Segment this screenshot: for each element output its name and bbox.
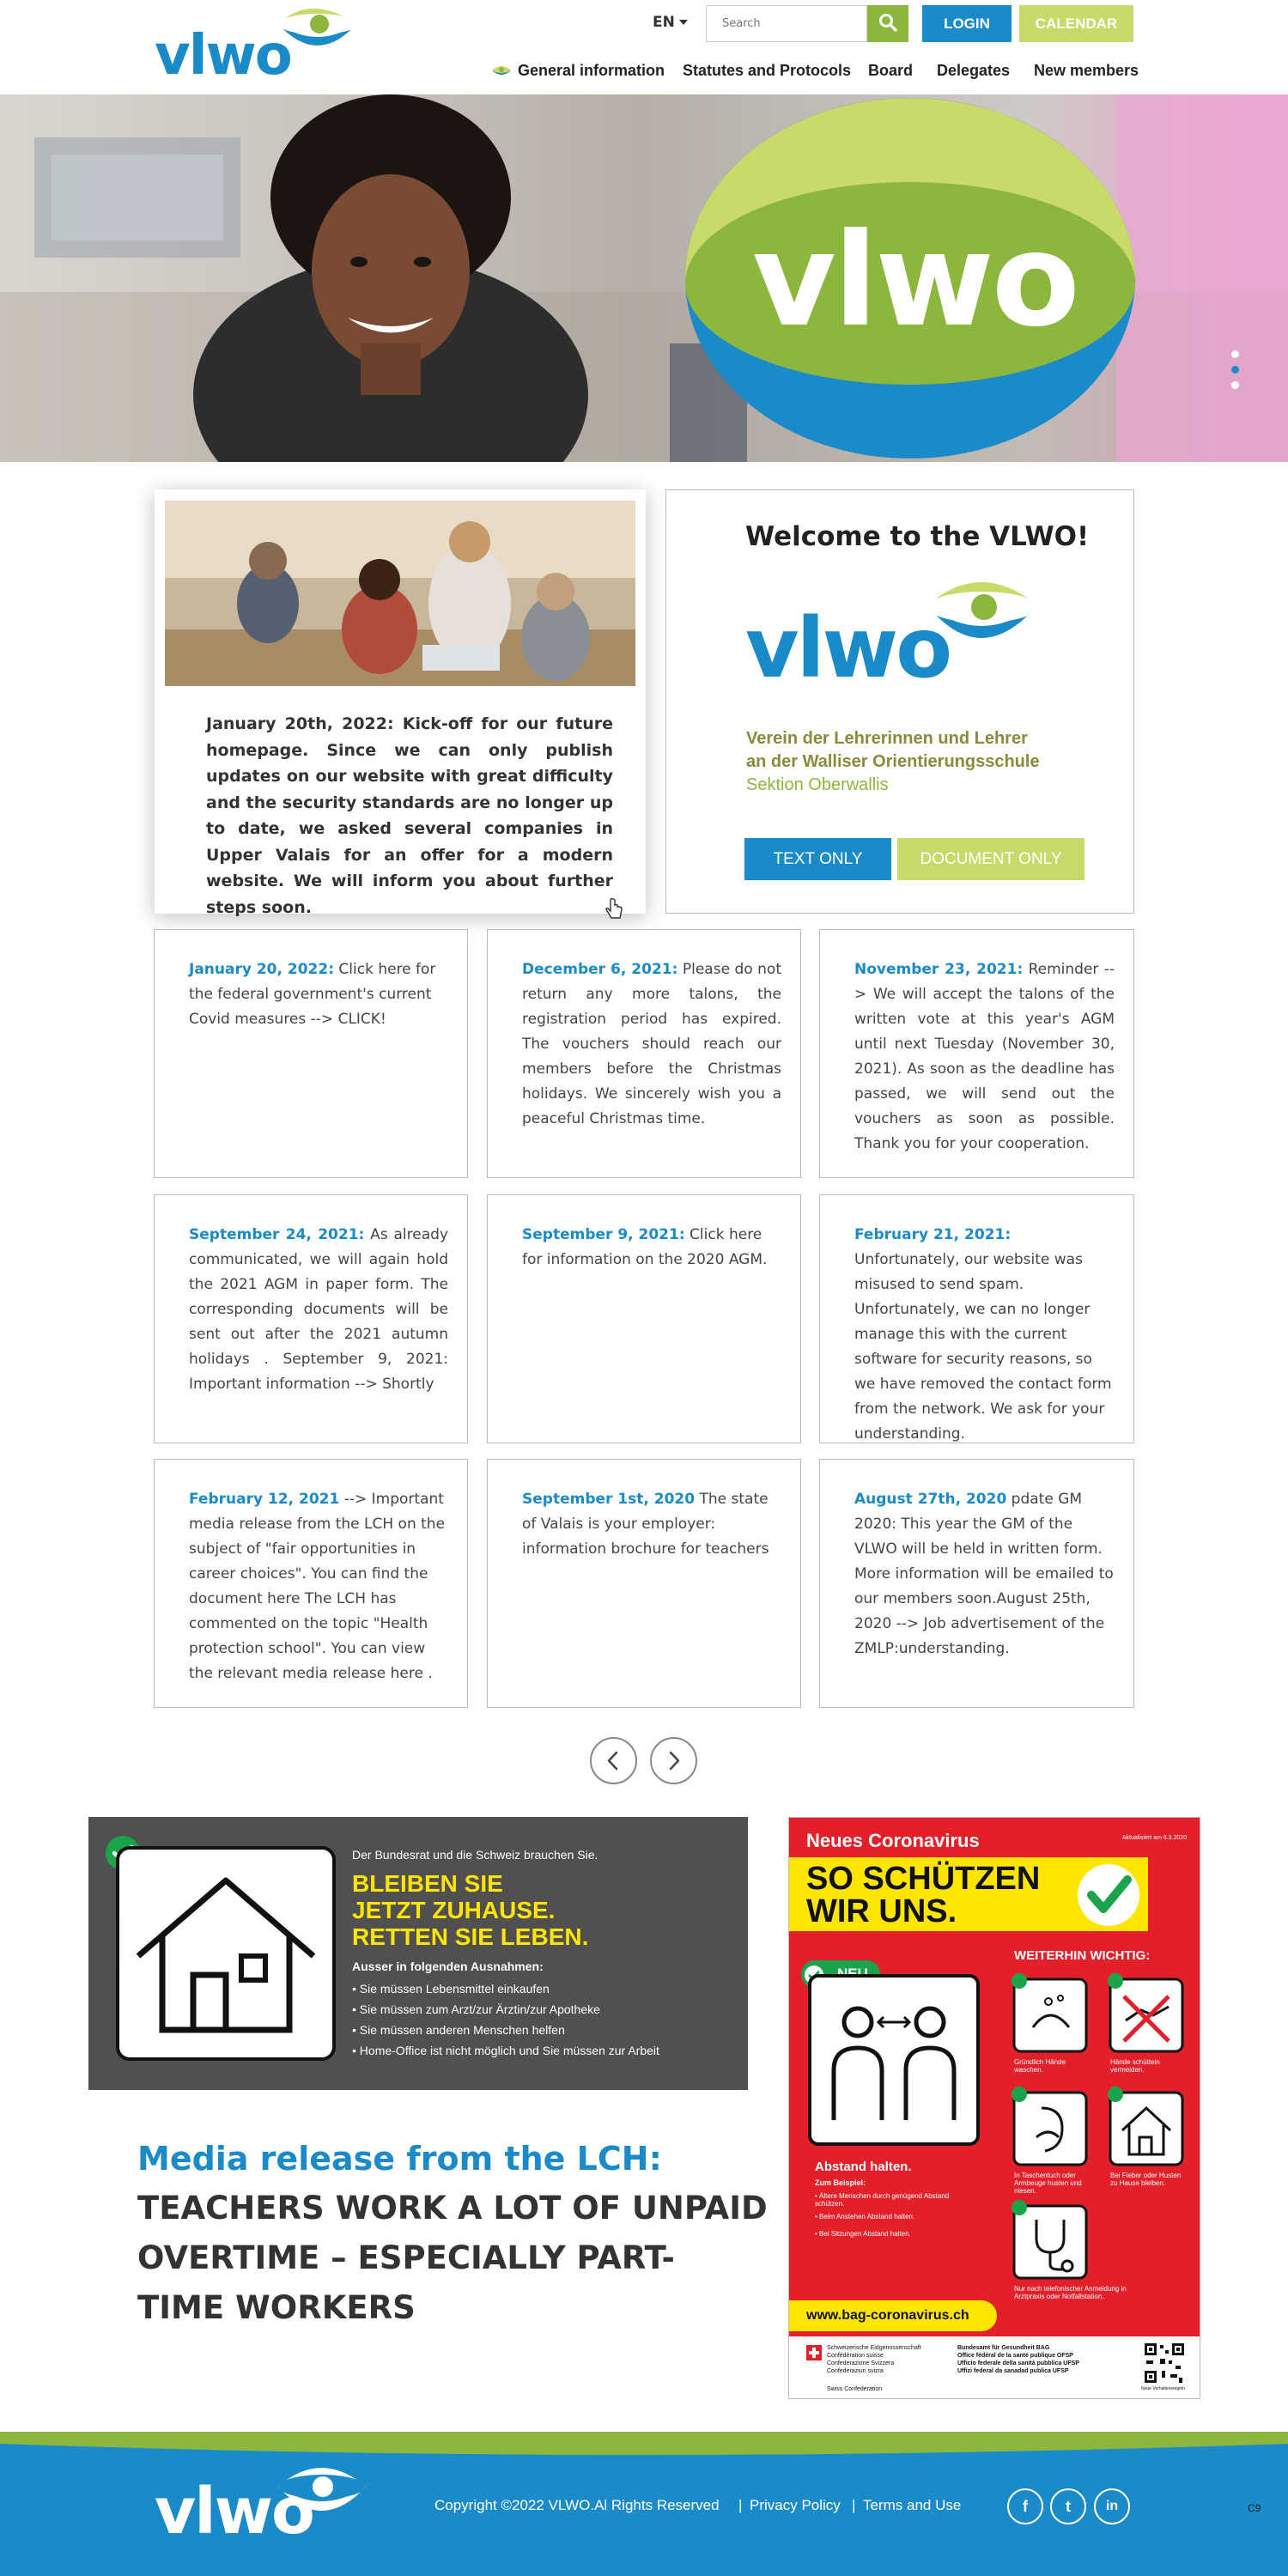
chevron-right-icon [652,1739,696,1783]
footer-wave [0,2432,1288,2466]
stethoscope-icon [1011,2199,1091,2280]
wash-hands-icon [1011,1972,1091,2053]
banner-top: Der Bundesrat und die Schweiz brauchen Sie. [352,1848,598,1862]
footer-separator: | [852,2497,856,2513]
distance-illustration [808,1974,980,2146]
welcome-line-3: Sektion Oberwallis [746,775,889,794]
poster-bullet: • Ältere Menschen durch genügend Abstand schützen. [815,2192,950,2208]
poster-bullet: • Bei Sitzungen Abstand halten. [815,2230,911,2238]
footer-copyright: Copyright ©2022 VLWO.Al Rights Reserved [434,2497,720,2513]
poster-bag-line: Ufficio federale della sanità pubblica UFSP [957,2360,1079,2366]
site-header [0,0,1288,94]
media-headline-1[interactable]: TEACHERS WORK A LOT OF UNPAID [137,2190,768,2227]
poster-conf-line: Confederazione Svizzera [827,2360,895,2366]
house-icon [116,1846,336,2061]
poster-zum-beispiel: Zum Beispiel: [815,2178,866,2187]
qr-code-icon [1143,2342,1186,2385]
slider-dots[interactable] [1231,350,1239,397]
poster-tip: Gründlich Hände waschen. [1014,2058,1066,2074]
slider-dot-3[interactable] [1231,381,1239,389]
slider-dot-2[interactable] [1231,366,1239,374]
news-card[interactable] [819,1459,1134,1708]
news-card[interactable] [154,929,468,1178]
footer-corner-text: C9 [1248,2502,1261,2514]
nav-general-information[interactable]: General information [518,62,665,79]
poster-conf-line: Confédération suisse [827,2353,884,2359]
prev-button[interactable] [590,1737,637,1784]
news-text: Click here for the federal government's current Covid measures --> CLICK! [189,961,436,1028]
poster-url-band [789,2300,997,2331]
news-date: January 20, 2022: [189,961,335,978]
footer-separator: | [738,2497,743,2513]
media-headline-2[interactable]: OVERTIME – ESPECIALLY PART- [137,2239,675,2276]
poster-bullet-text: Ältere Menschen durch genügend Abstand schützen. [815,2192,950,2208]
hero-slider[interactable] [0,94,1288,462]
media-title[interactable]: Media release from the LCH: [137,2140,662,2178]
banner-headline-1: BLEIBEN SIE [352,1870,503,1897]
news-date: August 27th, 2020 [854,1491,1007,1508]
news-date: September 9, 2021: [522,1226,685,1243]
poster-headline-1: SO SCHÜTZEN [806,1861,1041,1897]
news-text: --> Important media release from the LCH on the subject of "fair opportunities in career choices". You can find the document here The LCH has commented on the topic "Health protection school". You can view the relevant media release here . [189,1491,446,1682]
hero-logo-text: vlwo [752,206,1078,355]
poster-updated: Aktualisiert am 6.3.2020 [1122,1835,1188,1841]
news-card[interactable] [487,929,801,1178]
news-text: Unfortunately, our website was misused to send spam. Unfortunately, we can no longer manage this with the current software for security reasons, so we have removed the contact form from the network. We ask for your understanding. [854,1251,1112,1443]
cough-icon [1011,2086,1091,2166]
news-card[interactable] [819,929,1134,1178]
nav-new-members[interactable]: New members [1034,62,1139,79]
privacy-policy-link[interactable]: Privacy Policy [750,2497,841,2513]
news-date: September 1st, 2020 [522,1491,696,1508]
logo-text: vlwo [155,24,291,88]
banner-headline-3: RETTEN SIE LEBEN. [352,1923,589,1950]
site-logo[interactable] [155,0,361,93]
stay-home-icon [1107,2086,1188,2166]
banner-exception-text: Sie müssen anderen Menschen helfen [359,2023,565,2037]
banner-exception: • Home-Office ist nicht möglich und Sie müssen zur Arbeit [352,2044,659,2057]
news-text: Click here for information on the 2020 AGM. [522,1226,768,1268]
news-date: December 6, 2021: [522,961,678,978]
poster-tip: Nur nach telefonischer Anmeldung in Arztpraxis oder Notfallstation. [1014,2285,1127,2300]
intro-card [155,489,646,917]
language-selector[interactable] [653,14,688,31]
next-button[interactable] [650,1737,697,1784]
poster-conf-line: Confederaziun svizra [827,2368,884,2374]
welcome-title: Welcome to the VLWO! [745,521,1090,552]
slider-dot-1[interactable] [1231,350,1239,358]
calendar-button[interactable]: CALENDAR [1019,5,1133,42]
poster-footer [789,2336,1200,2399]
news-card[interactable] [819,1194,1134,1443]
search-input[interactable] [706,5,867,42]
no-handshake-icon [1107,1972,1188,2053]
news-card[interactable] [154,1194,468,1443]
poster-swiss: Swiss Confederation [827,2386,883,2392]
banner-exception: • Sie müssen Lebensmittel einkaufen [352,1982,550,1996]
poster-bullet-text: Bei Sitzungen Abstand halten. [819,2230,911,2238]
banner-exception: • Sie müssen zum Arzt/zur Ärztin/zur Apotheke [352,2002,600,2016]
poster-url[interactable]: www.bag-coronavirus.ch [806,2308,969,2323]
poster-bag-line: Office fédéral de la santé publique OFSP [957,2353,1073,2359]
poster-tip: Bei Fieber oder Husten zu Hause bleiben. [1110,2172,1182,2187]
chevron-down-icon [679,20,688,25]
chevron-left-icon [592,1739,635,1783]
banner-exception: • Sie müssen anderen Menschen helfen [352,2023,565,2037]
poster-top: Neues Coronavirus [806,1830,980,1851]
classroom-image [165,501,635,686]
news-date: February 21, 2021: [854,1226,1012,1243]
poster-qr-label: Neue Verhaltensregeln [1141,2386,1185,2391]
news-date: November 23, 2021: [854,961,1024,978]
news-text: The state of Valais is your employer: information brochure for teachers [522,1491,769,1558]
welcome-line-2: an der Walliser Orientierungsschule [746,752,1040,771]
keep-distance-icon [811,1978,976,2142]
footer-logo-text[interactable]: vlwo [155,2475,313,2549]
language-label: EN [653,14,675,31]
news-text: As already communicated, we will again hold the 2021 AGM in paper form. The corresponding documents will be sent out after the 2021 autumn holidays . September 9, 2021: Important information --> Shortly [189,1226,448,1393]
nav-statutes-protocols[interactable]: Statutes and Protocols [683,62,852,79]
banner-exception-text: Home-Office ist nicht möglich und Sie müssen zur Arbeit [359,2044,659,2057]
news-text: Reminder --> We will accept the talons of the written vote at this year's AGM until next Tuesday (November 30, 2021). As soon as the deadline has passed, we will send out the vouchers as soon as possible. Thank you for your cooperation. [854,961,1115,1152]
corona-poster[interactable] [788,1817,1200,2399]
poster-weiterhin: WEITERHIN WICHTIG: [1014,1948,1151,1963]
intro-text: January 20th, 2022: Kick-off for our future homepage. Since we can only publish updates on our website with great difficulty and the security standards are no longer up to date, we asked several companies in Upper Valais for an offer for a modern website. We will inform you about further steps soon. [206,714,613,917]
banner-exception-text: Sie müssen Lebensmittel einkaufen [359,1982,550,1996]
nav-delegates[interactable]: Delegates [937,62,1011,79]
text-only-button[interactable]: TEXT ONLY [744,838,891,880]
terms-link[interactable]: Terms and Use [863,2497,962,2513]
search-button[interactable] [867,5,908,42]
poster-tip: In Taschentuch oder Armbeuge husten und niesen. [1014,2172,1082,2195]
poster-abstand: Abstand halten. [815,2160,912,2174]
nav-board[interactable]: Board [868,62,914,79]
document-only-button[interactable]: DOCUMENT ONLY [897,838,1084,880]
news-card[interactable] [487,1459,801,1708]
login-button[interactable]: LOGIN [922,5,1012,42]
poster-headline-2: WIR UNS. [806,1893,957,1929]
site-footer [0,2432,1288,2576]
news-card[interactable] [154,1459,468,1708]
linkedin-icon[interactable]: in [1094,2488,1130,2524]
welcome-line-1: Verein der Lehrerinnen und Lehrer [746,729,1028,748]
swiss-flag-icon [806,2345,822,2360]
banner-exceptions-title: Ausser in folgenden Ausnahmen: [352,1959,544,1973]
poster-bag-line: Uffizi federal da sanadad publica UFSP [957,2368,1069,2374]
nav-eye-icon [491,64,512,77]
poster-conf-line: Schweizerische Eidgenossenschaft [827,2345,921,2351]
media-headline-3[interactable]: TIME WORKERS [137,2289,416,2326]
news-text: pdate GM 2020: This year the GM of the VLWO will be held in written form. More information will be emailed to our members soon.August 25th, 2020 --> Job advertisement of the ZMLP:understanding. [854,1491,1114,1657]
news-text: Please do not return any more talons, the registration period has expired. The vouchers should reach our members before the Christmas holidays. We sincerely wish you a peaceful Christmas time. [522,961,781,1127]
news-card[interactable] [487,1194,801,1443]
cursor-icon [604,897,624,921]
welcome-logo-text: vlwo [745,600,951,696]
news-date: February 12, 2021 [189,1491,340,1508]
poster-bag-line: Bundesamt für Gesundheit BAG [957,2345,1050,2351]
search-icon [878,13,897,32]
twitter-icon[interactable]: t [1050,2488,1086,2524]
stay-home-banner[interactable] [88,1817,748,2090]
poster-check-icon [1072,1859,1145,1931]
banner-exception-text: Sie müssen zum Arzt/zur Ärztin/zur Apotheke [359,2002,600,2016]
poster-bullet: • Beim Anstehen Abstand halten. [815,2213,915,2221]
facebook-icon[interactable]: f [1007,2488,1043,2524]
poster-tip: Hände schütteln vermeiden. [1110,2058,1160,2074]
news-date: September 24, 2021: [189,1226,365,1243]
poster-bullet-text: Beim Anstehen Abstand halten. [819,2213,915,2221]
banner-headline-2: JETZT ZUHAUSE. [352,1897,556,1923]
